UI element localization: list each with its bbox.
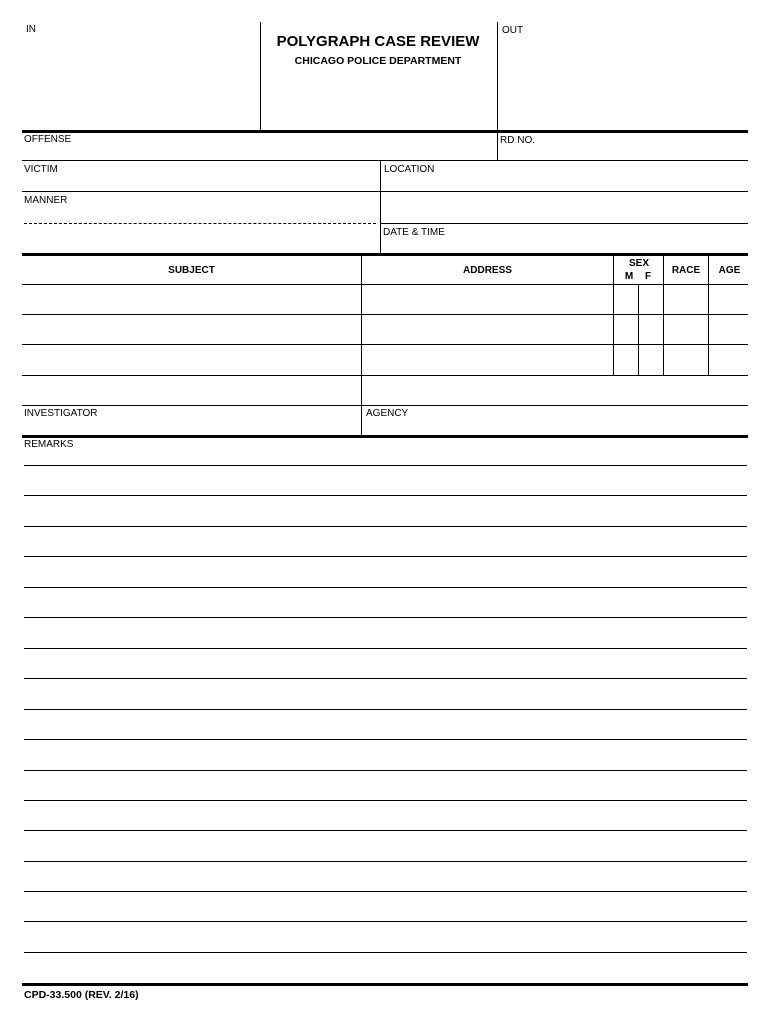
remarks-area[interactable]	[22, 452, 748, 982]
manner-dashed-line	[24, 223, 376, 224]
offense-row-rule	[22, 160, 748, 161]
rd-no-field[interactable]	[498, 147, 748, 160]
subject-cell-1[interactable]	[22, 285, 360, 313]
address-cell-1[interactable]	[362, 285, 612, 313]
remarks-line	[24, 495, 747, 496]
remarks-line	[24, 739, 747, 740]
location-continuation-rule	[381, 223, 748, 224]
sex-column-header: SEX	[628, 258, 649, 269]
age-cell-2[interactable]	[709, 315, 748, 343]
remarks-line	[24, 678, 747, 679]
race-column-header: RACE	[671, 265, 701, 276]
sex-m-cell-2[interactable]	[614, 315, 637, 343]
remarks-line	[24, 830, 747, 831]
rd-no-label: RD NO.	[500, 135, 535, 146]
remarks-line	[24, 921, 747, 922]
in-box[interactable]	[22, 22, 260, 130]
victim-row-rule	[22, 191, 748, 192]
address-column-header: ADDRESS	[463, 265, 512, 276]
race-cell-1[interactable]	[664, 285, 707, 313]
address-cell-3[interactable]	[362, 345, 612, 374]
sex-m-cell-3[interactable]	[614, 345, 637, 374]
out-box[interactable]	[498, 22, 748, 130]
header-divider-left	[260, 22, 261, 131]
remarks-line	[24, 861, 747, 862]
remarks-line	[24, 587, 747, 588]
agency-field[interactable]	[362, 376, 748, 404]
remarks-line	[24, 891, 747, 892]
age-column-header: AGE	[718, 265, 741, 276]
agency-label: AGENCY	[366, 408, 409, 419]
remarks-label: REMARKS	[24, 439, 74, 450]
age-cell-1[interactable]	[709, 285, 748, 313]
out-box-label: OUT	[502, 25, 524, 36]
department-name: CHICAGO POLICE DEPARTMENT	[294, 55, 462, 67]
sex-f-cell-1[interactable]	[639, 285, 662, 313]
manner-label: MANNER	[24, 195, 68, 206]
remarks-line	[24, 770, 747, 771]
offense-label: OFFENSE	[24, 134, 72, 145]
remarks-line	[24, 648, 747, 649]
age-cell-3[interactable]	[709, 345, 748, 374]
table-row-4-rule	[22, 405, 748, 406]
footer-rule	[22, 983, 748, 986]
page-title: POLYGRAPH CASE REVIEW	[276, 33, 480, 50]
subject-cell-3[interactable]	[22, 345, 360, 374]
remarks-line	[24, 709, 747, 710]
in-box-label: IN	[26, 24, 36, 35]
offense-field[interactable]	[22, 146, 497, 160]
race-cell-2[interactable]	[664, 315, 707, 343]
victim-label: VICTIM	[24, 164, 58, 175]
sex-f-cell-2[interactable]	[639, 315, 662, 343]
sex-m-header: M	[624, 271, 634, 282]
sex-f-cell-3[interactable]	[639, 345, 662, 374]
remarks-line	[24, 800, 747, 801]
location-label: LOCATION	[384, 164, 435, 175]
header-bottom-rule	[22, 130, 748, 133]
date-time-field[interactable]	[381, 239, 748, 252]
remarks-line	[24, 465, 747, 466]
date-time-label: DATE & TIME	[383, 227, 445, 238]
subject-column-header: SUBJECT	[168, 265, 215, 276]
remarks-line	[24, 952, 747, 953]
remarks-line	[24, 617, 747, 618]
remarks-line	[24, 526, 747, 527]
remarks-top-rule	[22, 435, 748, 438]
subject-table-top-rule	[22, 253, 748, 256]
subject-cell-2[interactable]	[22, 315, 360, 343]
location-field[interactable]	[381, 176, 748, 222]
remarks-line	[24, 556, 747, 557]
investigator-label: INVESTIGATOR	[24, 408, 98, 419]
form-number: CPD-33.500 (REV. 2/16)	[24, 989, 139, 1001]
manner-field[interactable]	[22, 207, 380, 252]
sex-m-cell-1[interactable]	[614, 285, 637, 313]
sex-f-header: F	[644, 271, 652, 282]
victim-field[interactable]	[22, 176, 380, 190]
address-cell-2[interactable]	[362, 315, 612, 343]
race-cell-3[interactable]	[664, 345, 707, 374]
investigator-field[interactable]	[22, 376, 360, 404]
